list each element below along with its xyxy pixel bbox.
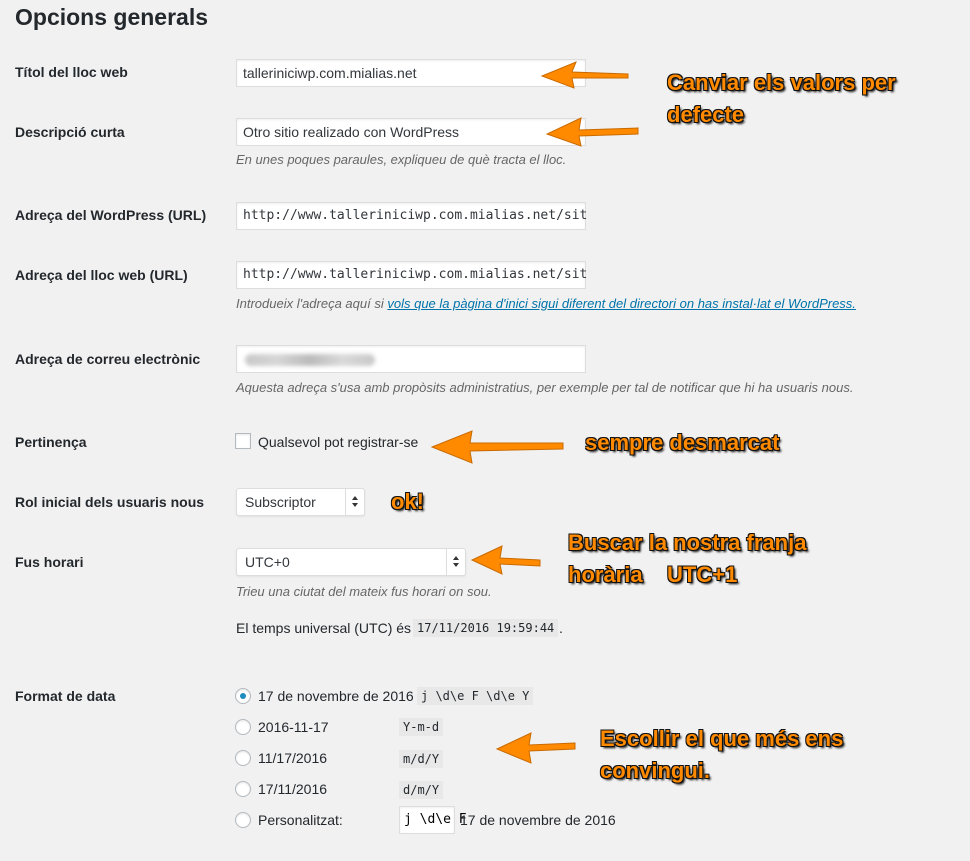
- page-title: Opcions generals: [15, 4, 209, 30]
- tagline-input[interactable]: Otro sitio realizado con WordPress: [236, 118, 586, 146]
- site-url-description: [236, 296, 856, 311]
- date-format-option-1-label[interactable]: 17 de novembre de 2016: [258, 688, 414, 704]
- select-arrows-icon: [446, 549, 465, 575]
- site-url-help-link[interactable]: vols que la pàgina d'inici sigui diferent del directori on has instal·lat el WordPress.: [387, 296, 856, 311]
- date-format-option-1-code: j \d\e F \d\e Y: [417, 687, 533, 705]
- timezone-select[interactable]: [236, 548, 466, 576]
- wp-url-label: Adreça del WordPress (URL): [15, 207, 207, 223]
- date-format-radio-2[interactable]: [235, 719, 251, 735]
- site-title-input[interactable]: tallerinicіwp.com.mialias.net: [236, 59, 586, 87]
- wp-url-input[interactable]: http://www.tallerinicіwp.com.mialias.net/sit: [236, 202, 586, 230]
- date-format-option-2-code: Y-m-d: [399, 718, 443, 736]
- site-url-description-prefix: Introdueix l'adreça aquí si: [236, 296, 388, 311]
- timezone-description: Trieu una ciutat del mateix fus horari on sou.: [236, 584, 492, 599]
- utc-time-value: 17/11/2016 19:59:44: [413, 619, 558, 637]
- date-format-option-2-label[interactable]: 2016-11-17: [258, 719, 329, 735]
- date-format-option-4-code: d/m/Y: [399, 781, 443, 799]
- tagline-label: Descripció curta: [15, 124, 125, 140]
- date-format-radio-3[interactable]: [235, 750, 251, 766]
- date-format-radio-5[interactable]: [235, 812, 251, 828]
- email-input[interactable]: [236, 345, 586, 373]
- membership-checkbox[interactable]: [235, 433, 251, 449]
- timezone-label: Fus horari: [15, 554, 84, 570]
- annotation-note-1-line1: Canviar els valors per: [667, 70, 896, 95]
- date-format-radio-1[interactable]: [235, 688, 251, 704]
- default-role-label: Rol inicial dels usuaris nous: [15, 494, 205, 510]
- annotation-arrow-4: [470, 540, 542, 578]
- membership-label: Pertinença: [15, 434, 87, 450]
- email-redacted-value: [245, 354, 375, 366]
- timezone-value: UTC+0: [245, 554, 290, 570]
- annotation-note-1-line2: defecte: [667, 102, 745, 127]
- custom-date-format-preview: 17 de novembre de 2016: [460, 812, 616, 828]
- annotation-note-2: sempre desmarcat: [585, 430, 780, 455]
- email-label: Adreça de correu electrònic: [15, 351, 201, 367]
- email-description: Aquesta adreça s'usa amb propòsits administratius, per exemple per tal de notificar que hi ha usuaris nous.: [236, 380, 854, 395]
- annotation-note-3: ok!: [391, 489, 424, 514]
- date-format-option-4-label[interactable]: 17/11/2016: [258, 781, 328, 797]
- annotation-note-4-line2: horària UTC+1: [568, 562, 738, 587]
- utc-time-suffix: .: [559, 620, 563, 636]
- annotation-note-5-line2: convingui.: [600, 758, 710, 783]
- default-role-value: Subscriptor: [245, 494, 316, 510]
- date-format-option-5-label[interactable]: Personalitzat:: [258, 812, 343, 828]
- site-title-label: Títol del lloc web: [15, 64, 128, 80]
- annotation-arrow-1: [540, 54, 630, 94]
- site-url-label: Adreça del lloc web (URL): [15, 267, 188, 283]
- select-arrows-icon: [345, 489, 364, 515]
- membership-checkbox-label[interactable]: Qualsevol pot registrar-se: [258, 434, 419, 450]
- date-format-option-3-label[interactable]: 11/17/2016: [258, 750, 328, 766]
- date-format-label: Format de data: [15, 688, 116, 704]
- annotation-note-5-line1: Escollir el que més ens: [600, 726, 844, 751]
- annotation-arrow-2: [545, 112, 640, 152]
- annotation-arrow-5: [495, 727, 577, 767]
- annotation-arrow-3: [430, 425, 565, 467]
- site-url-input[interactable]: http://www.tallerinicіwp.com.mialias.net/sit: [236, 261, 586, 289]
- default-role-select[interactable]: [236, 488, 365, 516]
- date-format-option-3-code: m/d/Y: [399, 750, 443, 768]
- annotation-note-4-line1: Buscar la nostra franja: [568, 530, 807, 555]
- utc-time-label: El temps universal (UTC) és: [236, 620, 412, 636]
- custom-date-format-input[interactable]: j \d\e F: [399, 806, 455, 834]
- tagline-description: En unes poques paraules, expliqueu de què tracta el lloc.: [236, 152, 567, 167]
- date-format-radio-4[interactable]: [235, 781, 251, 797]
